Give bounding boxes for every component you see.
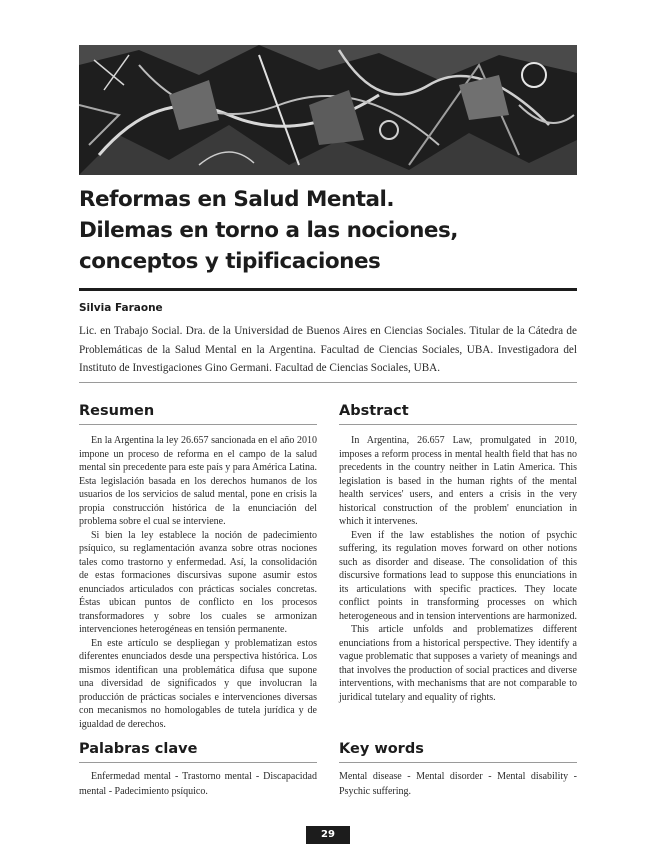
title-line: Dilemas en torno a las nociones, — [79, 218, 458, 243]
key-words-text: Mental disease - Mental disorder - Mental disability - Psychic suffering. — [339, 771, 577, 797]
palabras-clave-text: Enfermedad mental - Trastorno mental - Discapacidad mental - Padecimiento psíquico. — [79, 771, 317, 797]
resumen-paragraph: En la Argentina la ley 26.657 sancionada en el año 2010 impone un proceso de reforma en el campo de la salud mental sin precedente para este país y para América Latina. Esta legislación basada en los derechos humanos de los usuarios de los servicios de salud mental, pone en crisis la propia construcción histórica de la enunciación del problema sobre el cual se interviene. — [79, 435, 317, 527]
title-line: Reformas en Salud Mental. — [79, 187, 395, 212]
key-words-heading: Key words — [339, 741, 577, 763]
page-number: 29 — [306, 826, 350, 844]
abstract-paragraph: In Argentina, 26.657 Law, promulgated in 2010, imposes a reform process in mental health field that has no precedents in the country neither in Latin America. This legislation is based in the human rights of the mental health services' users, and enters a crisis in the very historical construction of the problem' enunciation in which it intervenes. — [339, 435, 577, 527]
author-affiliation: Lic. en Trabajo Social. Dra. de la Universidad de Buenos Aires en Ciencias Sociales. Titular de la Cátedra de Problemáticas de la Salud Mental en la Argentina. Facultad de Ciencias Sociales, UBA. Investigadora del Instituto de Investigaciones Gino Germani. Facultad de Ciencias Sociales, UBA. — [79, 325, 577, 375]
resumen-paragraph: En este artículo se despliegan y problematizan estos diferentes enunciados desde una perspectiva histórica. Los mismos identifican una problemática difusa que supone una diversidad de significados y que involucran la producción de prácticas sociales e intervenciones diversas con mecanismos no homologables de tutela jurídica y de igualdad de derechos. — [79, 637, 317, 730]
palabras-clave-section — [79, 741, 317, 799]
abstract-paragraph: Even if the law establishes the notion of psychic suffering, its regulation moves forward on other notions such as disorder and disease. The consolidation of this discursive formations lead to suppose this enunciations in its articulations with specific practices. They locate conflict points in transforming processes on which heterogeneous and in tension interventions are harmonized. — [339, 529, 577, 622]
resumen-section — [79, 403, 317, 731]
abstract-heading: Abstract — [339, 403, 577, 425]
title-divider — [79, 288, 577, 291]
header-artwork — [79, 45, 577, 175]
article-title — [79, 184, 579, 277]
resumen-paragraph: Si bien la ley establece la noción de padecimiento psíquico, su reglamentación avanza sobre otras nociones tales como trastorno y enfermedad. Así, la consolidación de estas formaciones discursivas supone asumir estos enunciados articulados con prácticas sociales concretas. Éstas ubican puntos de conflicto en los procesos transformadores y sobre los cuales se armonizan intervenciones heterogéneas en tensión permanente. — [79, 529, 317, 635]
resumen-heading: Resumen — [79, 403, 317, 425]
title-line: conceptos y tipificaciones — [79, 249, 381, 274]
abstract-paragraph: This article unfolds and problematizes different enunciations from a historical perspective. They identify a vague problematic that supposes a variety of meanings and that involves the production of social practices and diverse interventions, with mechanisms that are not comparable to juridical tutelary and equality of rights. — [339, 624, 577, 703]
key-words-section — [339, 741, 577, 799]
affiliation-divider — [79, 382, 577, 383]
abstract-artwork-image — [79, 45, 577, 175]
author-name: Silvia Faraone — [79, 302, 163, 314]
abstract-section — [339, 403, 577, 704]
resumen-body — [79, 434, 317, 731]
abstract-body — [339, 434, 577, 704]
palabras-clave-heading: Palabras clave — [79, 741, 317, 763]
